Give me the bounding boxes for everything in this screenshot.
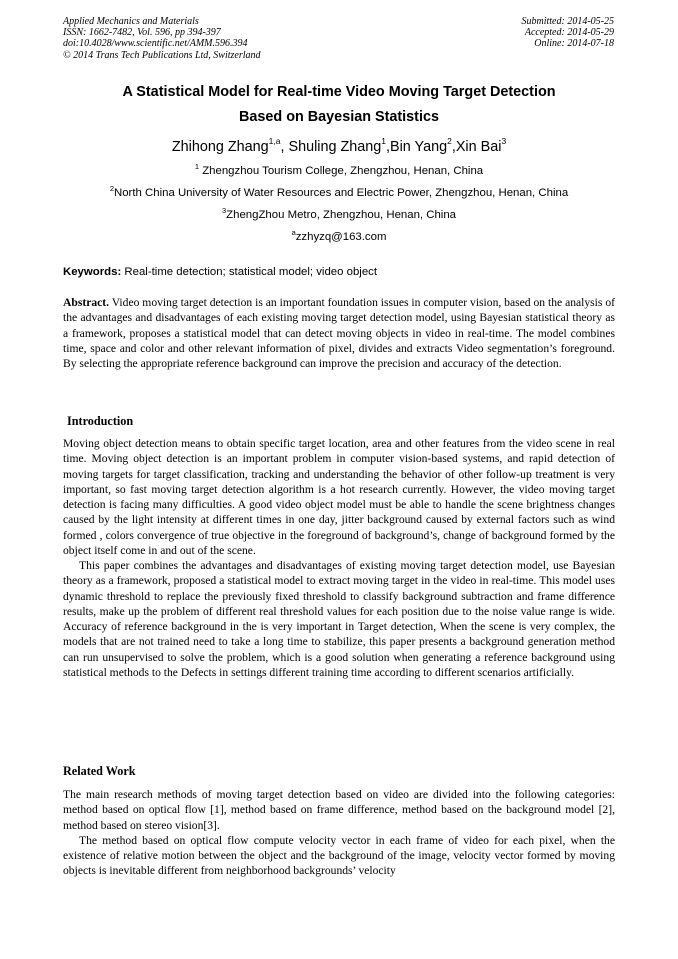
- email-text: zzhyzq@163.com: [295, 231, 387, 243]
- journal-doi: doi:10.4028/www.scientific.net/AMM.596.394: [63, 38, 248, 50]
- affiliation-text: ZhengZhou Metro, Zhengzhou, Henan, China: [226, 209, 457, 221]
- affiliation-text: North China University of Water Resources and Electric Power, Zhengzhou, Henan, China: [114, 187, 569, 199]
- affiliation-3: [30, 208, 648, 222]
- paper-title: [40, 80, 638, 130]
- author-name: Zhihong Zhang: [171, 139, 269, 155]
- affiliation-1: [30, 164, 648, 178]
- journal-info: [63, 16, 261, 61]
- related-work-body: [63, 787, 615, 879]
- introduction-body: [63, 436, 615, 680]
- affiliation-sup: 3: [221, 206, 227, 215]
- affiliation-sup: 2: [109, 184, 114, 193]
- abstract: [63, 295, 615, 371]
- author-name: Shuling Zhang: [288, 139, 382, 155]
- author-sep: ,: [451, 139, 456, 155]
- affiliation-text: Zhengzhou Tourism College, Zhengzhou, Henan, China: [199, 165, 484, 177]
- author-sup: 1,a: [268, 136, 281, 146]
- author-sup: 2: [447, 136, 452, 146]
- abstract-text: Video moving target detection is an important foundation issues in computer vision, based on the analysis of the advantages and disadvantages of each existing moving target detection model, using Bayesian statistical theory as a framework, proposes a statistical model that can detect moving objects in video in real-time. The model combines time, space and color and other relevant information of pixel, divides and extracts Video segmentation’s foreground. By selecting the appropriate reference background can improve the precision and accuracy of the detection.: [63, 296, 615, 370]
- journal-copyright: © 2014 Trans Tech Publications Ltd, Switzerland: [63, 49, 261, 61]
- author-sep: ,: [280, 139, 289, 155]
- author-email: [30, 230, 648, 244]
- title-line-1: A Statistical Model for Real-time Video Moving Target Detection: [122, 84, 556, 100]
- affiliation-2: [30, 186, 648, 200]
- publication-dates: [522, 16, 615, 50]
- introduction-heading: Introduction: [67, 414, 134, 428]
- accepted-date: Accepted: 2014-05-29: [524, 27, 614, 39]
- author-name: Xin Bai: [455, 139, 502, 155]
- author-sup: 3: [501, 136, 507, 146]
- related-work-heading: Related Work: [63, 764, 136, 778]
- email-sup: a: [291, 228, 296, 237]
- abstract-label: Abstract.: [63, 296, 110, 309]
- online-date: Online: 2014-07-18: [534, 38, 614, 50]
- title-line-2: Based on Bayesian Statistics: [239, 109, 439, 125]
- author-sup: 1: [381, 136, 387, 146]
- journal-issn: ISSN: 1662-7482, Vol. 596, pp 394-397: [63, 27, 221, 39]
- keywords-text: Real-time detection; statistical model; video object: [121, 266, 378, 278]
- related-work-paragraph-1: The main research methods of moving target detection based on video are divided into the following categories: method based on optical flow [1], method based on frame difference, method based on the background model [2], method based on stereo vision[3].: [63, 788, 615, 832]
- author-list: [40, 137, 638, 157]
- related-work-paragraph-2: The method based on optical flow compute velocity vector in each frame of video for each pixel, when the existence of relative motion between the object and the background of the image, velocity vector formed by moving objects is inevitable different from neighborhood backgrounds’ velocity: [63, 833, 615, 878]
- submitted-date: Submitted: 2014-05-25: [521, 16, 614, 27]
- author-sep: ,: [386, 139, 391, 155]
- keywords-label: Keywords:: [63, 266, 122, 278]
- affiliation-sup: 1: [194, 162, 200, 171]
- journal-name: Applied Mechanics and Materials: [63, 16, 199, 27]
- introduction-paragraph-1: Moving object detection means to obtain specific target location, area and other features from the video scene in real time. Moving object detection is an important problem in computer vision-based systems, and rapid detection of moving targets for target classification, tracking and understanding the behavior of other follow-up treatment is very important, so fast moving target detection algorithm is a hot research currently. However, the video moving target detection is facing many difficulties. A good video object model must be able to handle the scene brightness changes caused by the light intensity at different times in one day, jitter background caused by external factors such as wind formed , colors convergence of true objective in the foreground of background’s, change of background formed by the object itself come in and out of the scene.: [63, 437, 615, 557]
- author-name: Bin Yang: [390, 139, 448, 155]
- keywords: [63, 265, 615, 279]
- introduction-paragraph-2: This paper combines the advantages and disadvantages of existing moving target detection model, use Bayesian theory as a framework, proposed a statistical model to extract moving target in the video in real-time. This model uses dynamic threshold to replace the previously fixed threshold to classify background subtraction and frame difference results, make up the problem of different real threshold values for each position due to the noise value range is wide. Accuracy of reference background in the is very important in Target detection, When the scene is very complex, the models that are not trained need to take a long time to stabilize, this paper presents a background generation method can run unsupervised to solve the problem, which is a good solution when generating a reference background using statistical methods to the Defects in settings different training time according to different scenarios artificially.: [63, 559, 615, 679]
